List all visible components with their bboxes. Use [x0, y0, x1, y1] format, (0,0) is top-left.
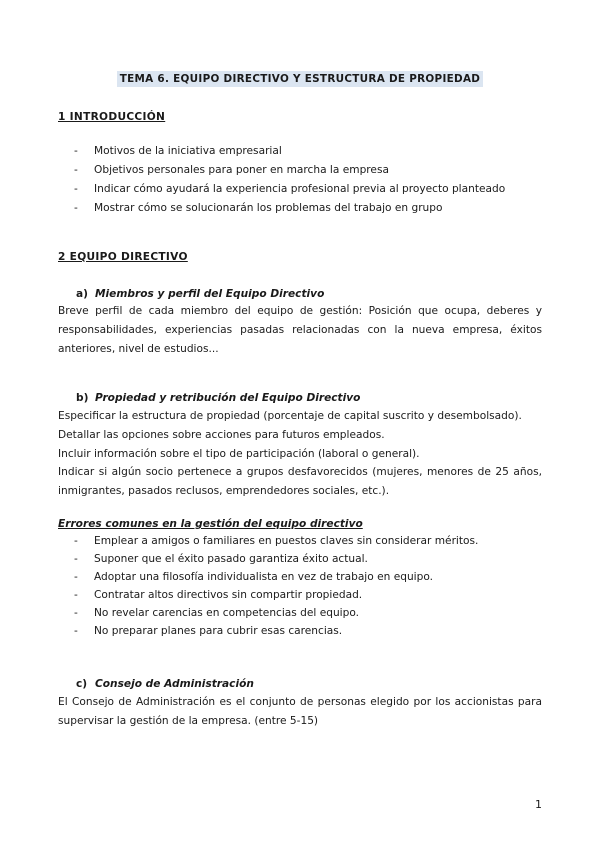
paragraph-grupos: Indicar si algún socio pertenece a grupos desfavorecidos (mujeres, menores de 25 años, inmigrantes, pasados reclusos, emprendedores sociales, etc.).: [58, 466, 542, 497]
page-title: [0, 72, 600, 87]
subsection-heading-a: [76, 287, 324, 302]
subsection-letter: c): [76, 678, 88, 690]
subsection-letter: a): [76, 288, 88, 300]
paragraph-perfil: Breve perfil de cada miembro del equipo de gestión: Posición que ocupa, deberes y responsabilidades, experiencias pasadas relacionadas con la nueva empresa, éxitos anteriores, nivel de estudios...: [58, 305, 542, 355]
list-item: - Motivos de la iniciativa empresarial: [74, 142, 505, 161]
list-item: - Suponer que el éxito pasado garantiza éxito actual.: [74, 550, 478, 568]
list-item: - No revelar carencias en competencias del equipo.: [74, 604, 478, 622]
intro-bullet-list: [74, 142, 505, 218]
section-heading-equipo-directivo: 2 EQUIPO DIRECTIVO: [58, 251, 188, 263]
page-title-text: TEMA 6. EQUIPO DIRECTIVO Y ESTRUCTURA DE PROPIEDAD: [117, 71, 483, 87]
subsection-heading-c: [76, 677, 254, 692]
paragraph-consejo: El Consejo de Administración es el conjunto de personas elegido por los accionistas para supervisar la gestión de la empresa. (entre 5-15): [58, 696, 542, 727]
list-item: - Mostrar cómo se solucionarán los problemas del trabajo en grupo: [74, 199, 505, 218]
section-heading-introduccion: 1 INTRODUCCIÓN: [58, 111, 166, 123]
subsection-letter: b): [76, 392, 89, 404]
list-item: - Emplear a amigos o familiares en puestos claves sin considerar méritos.: [74, 532, 478, 550]
paragraph-line: Incluir información sobre el tipo de participación (laboral o general).: [58, 448, 420, 460]
list-item: - Indicar cómo ayudará la experiencia profesional previa al proyecto planteado: [74, 180, 505, 199]
list-item: - Contratar altos directivos sin compartir propiedad.: [74, 586, 478, 604]
list-item: - Objetivos personales para poner en marcha la empresa: [74, 161, 505, 180]
paragraph-line: Detallar las opciones sobre acciones para futuros empleados.: [58, 429, 385, 441]
subsection-title: Propiedad y retribución del Equipo Directivo: [95, 392, 361, 404]
errors-heading: Errores comunes en la gestión del equipo directivo: [58, 518, 363, 530]
errors-bullet-list: [74, 532, 478, 640]
subsection-title: Consejo de Administración: [95, 678, 254, 690]
paragraph-line: Especificar la estructura de propiedad (porcentaje de capital suscrito y desembolsado).: [58, 410, 522, 422]
page-number: 1: [535, 798, 542, 811]
list-item: - Adoptar una filosofía individualista en vez de trabajo en equipo.: [74, 568, 478, 586]
subsection-heading-b: [76, 391, 360, 406]
subsection-title: Miembros y perfil del Equipo Directivo: [95, 288, 325, 300]
list-item: - No preparar planes para cubrir esas carencias.: [74, 622, 478, 640]
